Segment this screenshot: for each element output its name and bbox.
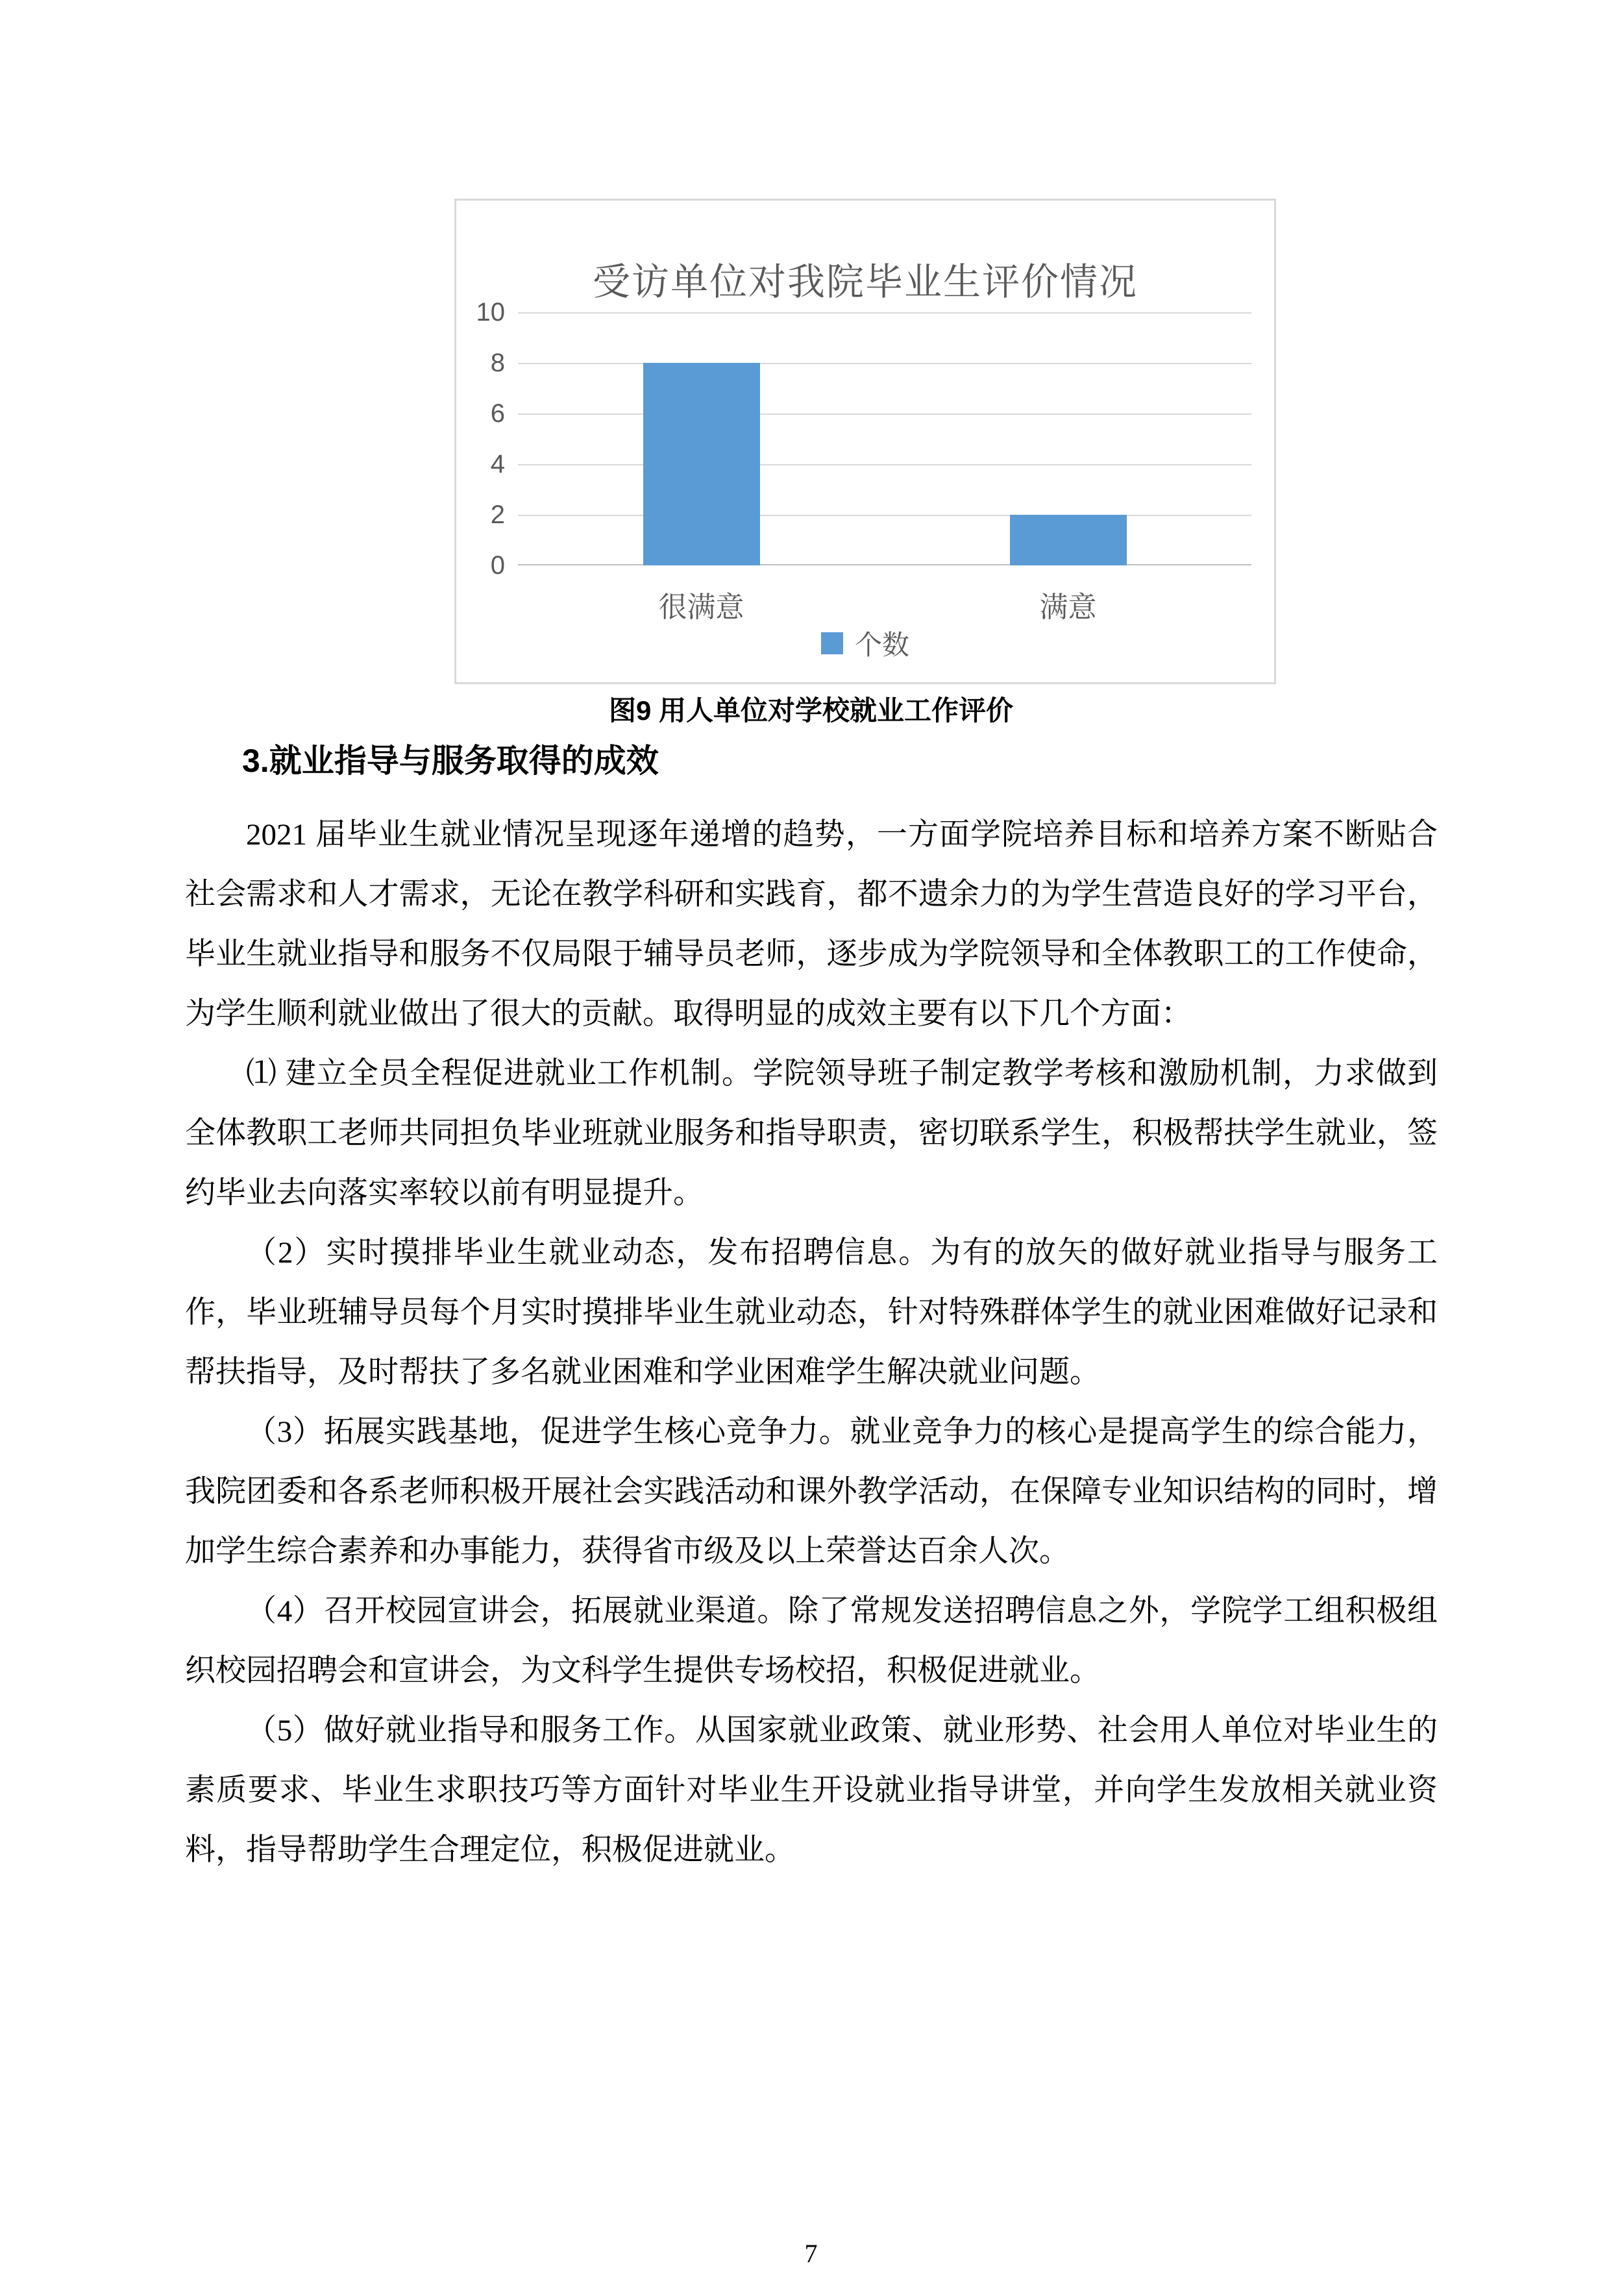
body-paragraph: （4）召开校园宣讲会，拓展就业渠道。除了常规发送招聘信息之外，学院学工组积极组织校园招聘会和宣讲会，为文科学生提供专场校招，积极促进就业。 [185,1594,1438,1688]
gridline [518,464,1251,465]
bar-满意 [1010,515,1127,565]
x-axis-category-label: 很满意 [658,591,744,623]
body-paragraph: （5）做好就业指导和服务工作。从国家就业政策、就业形势、社会用人单位对毕业生的素质要求、毕业生求职技巧等方面针对毕业生开设就业指导讲堂，并向学生发放相关就业资料，指导帮助学生合理定位，积极促进就业。 [185,1714,1438,1867]
chart-legend [456,624,1274,663]
gridline [518,515,1251,516]
evaluation-bar-chart [454,199,1276,684]
chart-title: 受访单位对我院毕业生评价情况 [592,261,1138,303]
legend-color-swatch [821,632,843,654]
body-paragraph: ⑴ 建立全员全程促进就业工作机制。学院领导班子制定教学考核和激励机制，力求做到全体教职工老师共同担负毕业班就业服务和指导职责，密切联系学生，积极帮扶学生就业，签约毕业去向落实率较以前有明显提升。 [185,1057,1438,1210]
legend-series-label: 个数 [854,630,909,660]
body-paragraph: 2021 届毕业生就业情况呈现逐年递增的趋势，一方面学院培养目标和培养方案不断贴合社会需求和人才需求，无论在教学科研和实践育，都不遗余力的为学生营造良好的学习平台，毕业生就业指导和服务不仅局限于辅导员老师，逐步成为学院领导和全体教职工的工作使命，为学生顺利就业做出了很大的贡献。取得明显的成效主要有以下几个方面： [185,818,1438,1031]
y-axis-tick-label: 6 [490,399,505,428]
body-paragraph: （3）拓展实践基地，促进学生核心竞争力。就业竞争力的核心是提高学生的综合能力，我院团委和各系老师积极开展社会实践活动和课外教学活动，在保障专业知识结构的同时，增加学生综合素养和办事能力，获得省市级及以上荣誉达百余人次。 [185,1415,1438,1568]
section-heading: 3.就业指导与服务取得的成效 [242,743,659,779]
y-axis-tick-label: 8 [490,349,505,377]
x-axis-category-label: 满意 [1039,591,1097,623]
page-number: 7 [804,2239,818,2268]
body-text-container [185,805,1438,1880]
body-paragraph: （2）实时摸排毕业生就业动态，发布招聘信息。为有的放矢的做好就业指导与服务工作，毕业班辅导员每个月实时摸排毕业生就业动态，针对特殊群体学生的就业困难做好记录和帮扶指导，及时帮扶了多名就业困难和学业困难学生解决就业问题。 [185,1236,1438,1389]
y-axis-tick-label: 0 [490,551,505,580]
figure-caption: 图9 用人单位对学校就业工作评价 [608,695,1014,726]
y-axis-tick-label: 4 [490,450,505,478]
y-axis-tick-label: 10 [476,298,505,327]
bar-很满意 [643,363,760,565]
gridline [518,363,1251,364]
gridline [518,312,1251,314]
y-axis-tick-label: 2 [490,500,505,529]
gridline [518,564,1251,565]
chart-plot-area [476,298,1251,623]
gridline [518,414,1251,415]
